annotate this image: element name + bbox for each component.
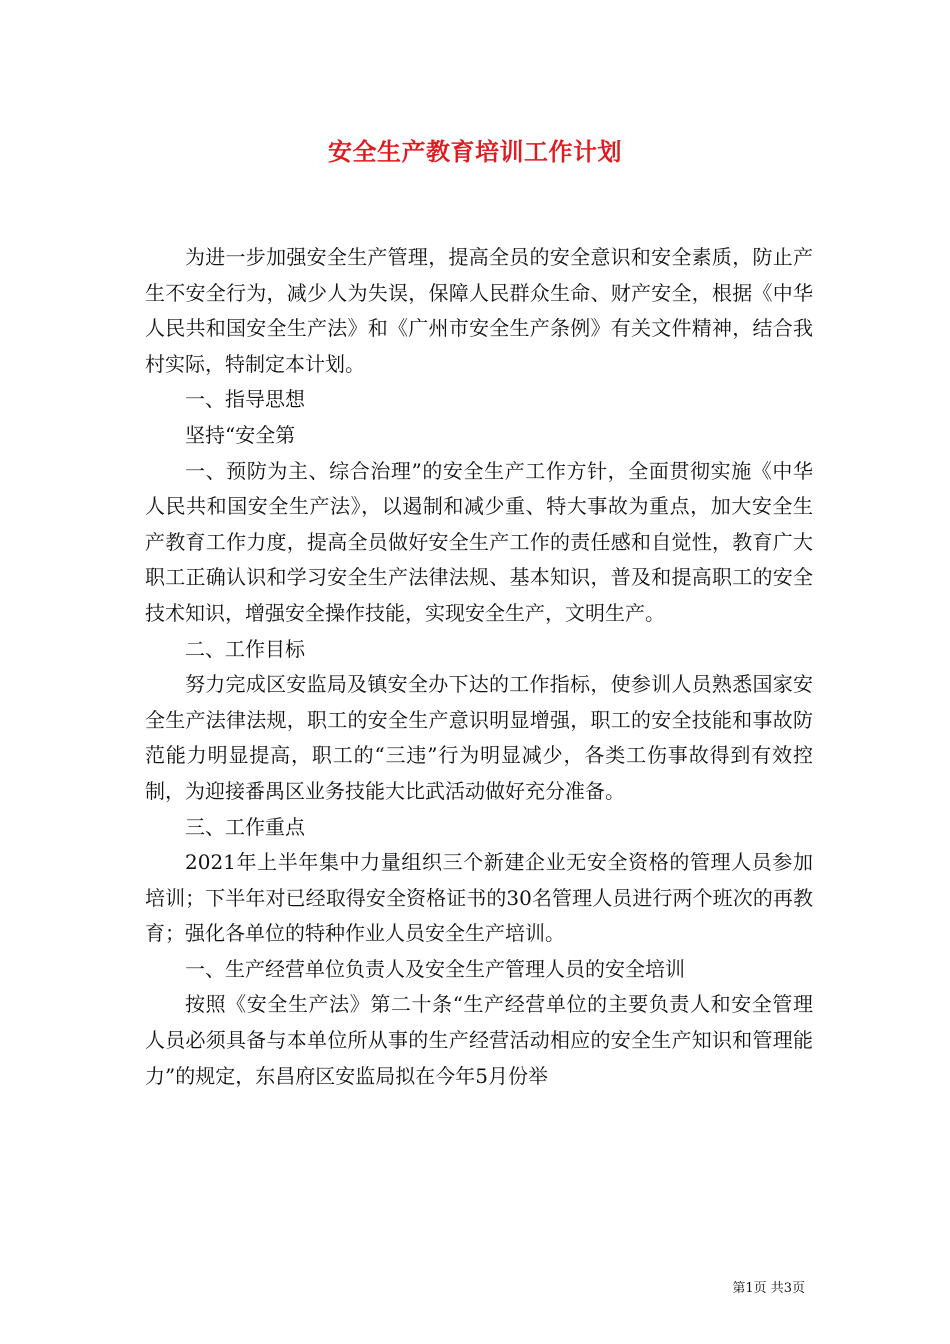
heading-work-goals: 二、工作目标 — [185, 636, 305, 661]
paragraph-manager-training: 按照《安全生产法》第二十条“生产经营单位的主要负责人和安全管理人员必须具备与本单位所从事的生产经营活动相应的安全生产知识和管理能力”的规定，东昌府区安监局拟在今年5月份举 — [145, 992, 813, 1088]
document-body — [145, 240, 813, 1094]
paragraph-work-goals: 努力完成区安监局及镇安全办下达的工作指标，使参训人员熟悉国家安全生产法律法规，职工的安全生产意识明显增强，职工的安全技能和事故防范能力明显提高，职工的“三违”行为明显减少，各类工伤事故得到有效控制，为迎接番禺区业务技能大比武活动做好充分准备。 — [145, 672, 813, 803]
paragraph-intro: 为进一步加强安全生产管理，提高全员的安全意识和安全素质，防止产生不安全行为，减少人为失误，保障人民群众生命、财产安全，根据《中华人民共和国安全生产法》和《广州市安全生产条例》有关文件精神，结合我村实际，特制定本计划。 — [145, 245, 813, 376]
heading-manager-training: 一、生产经营单位负责人及安全生产管理人员的安全培训 — [185, 956, 685, 981]
paragraph-work-focus: 2021年上半年集中力量组织三个新建企业无安全资格的管理人员参加培训；下半年对已经取得安全资格证书的30名管理人员进行两个班次的再教育；强化各单位的特种作业人员安全生产培训。 — [145, 850, 813, 946]
paragraph-adhere: 坚持“安全第 — [185, 422, 296, 447]
heading-guiding-ideology: 一、指导思想 — [185, 387, 305, 412]
heading-work-focus: 三、工作重点 — [185, 814, 305, 839]
document-title: 安全生产教育培训工作计划 — [328, 137, 622, 166]
page-number: 第1页 共3页 — [732, 1281, 805, 1296]
paragraph-guiding-principle: 一、预防为主、综合治理”的安全生产工作方针，全面贯彻实施《中华人民共和国安全生产法》，以遏制和减少重、特大事故为重点，加大安全生产教育工作力度，提高全员做好安全生产工作的责任感和自觉性，教育广大职工正确认识和学习安全生产法律法规、基本知识，普及和提高职工的安全技术知识，增强安全操作技能，实现安全生产，文明生产。 — [145, 458, 813, 625]
